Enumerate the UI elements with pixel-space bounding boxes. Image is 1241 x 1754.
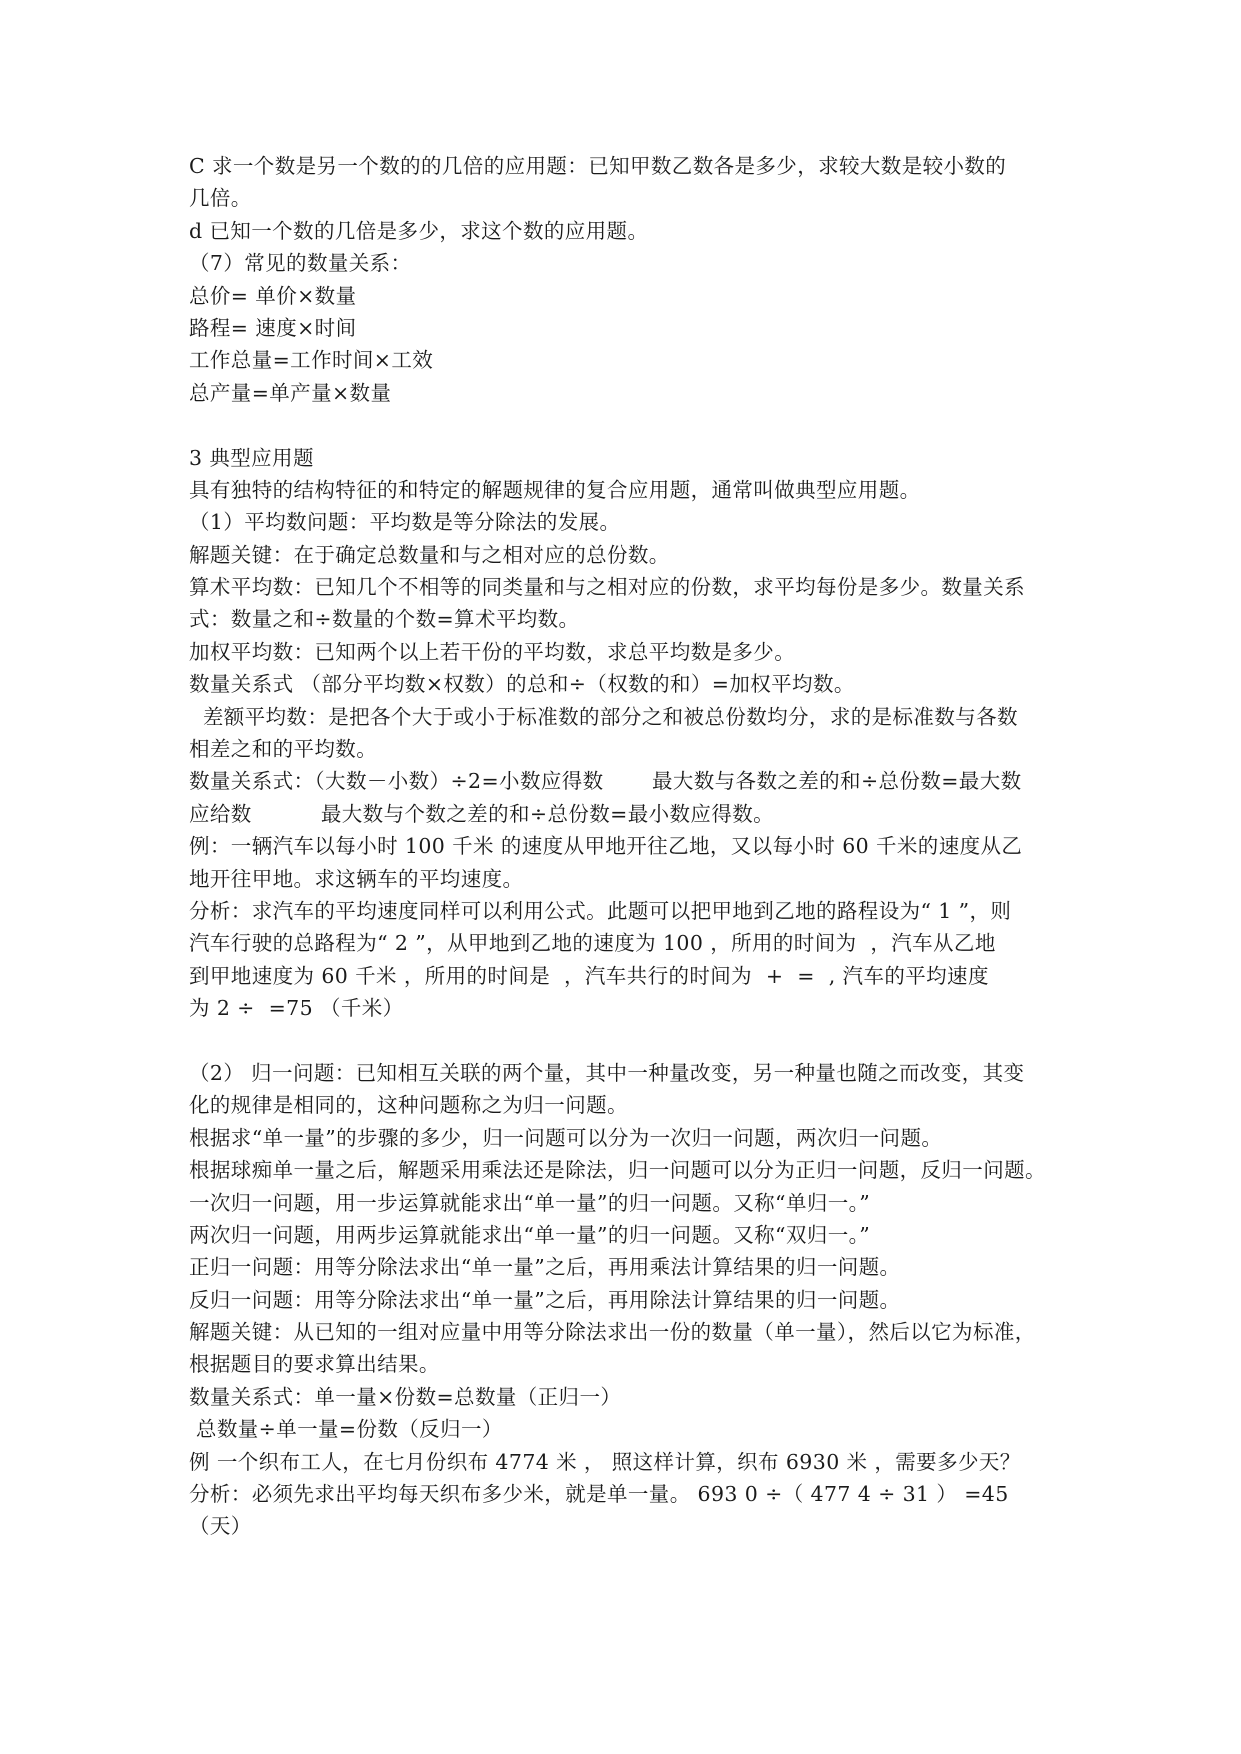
text-line: 汽车行驶的总路程为“ 2 ”，从甲地到乙地的速度为 100 ，所用的时间为 ，汽车从乙地	[189, 931, 996, 956]
text-line: 根据题目的要求算出结果。	[189, 1352, 440, 1377]
text-line: 加权平均数：已知两个以上若干份的平均数，求总平均数是多少。	[189, 639, 796, 664]
text-line: 数量关系式 （部分平均数×权数）的总和÷（权数的和）=加权平均数。	[189, 672, 855, 697]
paragraph-spacer	[189, 1025, 1059, 1057]
text-line: 解题关键：在于确定总数量和与之相对应的总份数。	[189, 542, 670, 567]
text-line: （7）常见的数量关系：	[189, 251, 412, 276]
text-line: 总数量÷单一量=份数（反归一）	[189, 1417, 503, 1442]
text-line: 算术平均数：已知几个不相等的同类量和与之相对应的份数，求平均每份是多少。数量关系	[189, 575, 1025, 600]
text-line: 解题关键：从已知的一组对应量中用等分除法求出一份的数量（单一量），然后以它为标准，	[189, 1320, 1036, 1345]
text-line: 到甲地速度为 60 千米 ，所用的时间是 ，汽车共行的时间为 + = , 汽车的平均速度	[189, 963, 989, 988]
text-line: 相差之和的平均数。	[189, 737, 378, 762]
document-body	[189, 150, 1059, 1543]
text-line: 具有独特的结构特征的和特定的解题规律的复合应用题，通常叫做典型应用题。	[189, 477, 921, 502]
text-line: 一次归一问题，用一步运算就能求出“单一量”的归一问题。又称“单归一。”	[189, 1190, 871, 1215]
paragraph-spacer	[189, 409, 1059, 441]
text-line: 总价= 单价×数量	[189, 283, 357, 308]
text-line: 差额平均数：是把各个大于或小于标准数的部分之和被总份数均分，求的是标准数与各数	[189, 704, 1018, 729]
text-line: 数量关系式：单一量×份数=总数量（正归一）	[189, 1384, 622, 1409]
text-line: 式：数量之和÷数量的个数=算术平均数。	[189, 607, 580, 632]
text-line: （天）	[189, 1514, 252, 1539]
text-line: 应给数 最大数与个数之差的和÷总份数=最小数应得数。	[189, 801, 775, 826]
text-line: C 求一个数是另一个数的的几倍的应用题：已知甲数乙数各是多少，求较大数是较小数的	[189, 154, 1007, 178]
text-line: 数量关系式：（大数－小数）÷2=小数应得数 最大数与各数之差的和÷总份数=最大数	[189, 769, 1022, 794]
text-line: d 已知一个数的几倍是多少，求这个数的应用题。	[189, 218, 649, 243]
text-line: 化的规律是相同的，这种问题称之为归一问题。	[189, 1093, 628, 1118]
text-line: 例 一个织布工人，在七月份织布 4774 米 ， 照这样计算，织布 6930 米 ，需要多少天？	[189, 1449, 1021, 1474]
text-line: 根据球痴单一量之后，解题采用乘法还是除法，归一问题可以分为正归一问题，反归一问题。	[189, 1158, 1046, 1183]
text-line: 分析：必须先求出平均每天织布多少米，就是单一量。 693 0 ÷（ 477 4 ÷ 31 ） =45	[189, 1482, 1009, 1507]
text-line: 3 典型应用题	[189, 445, 314, 470]
text-line: 工作总量=工作时间×工效	[189, 348, 434, 373]
text-line: 几倍。	[189, 186, 252, 211]
text-line: 例：一辆汽车以每小时 100 千米 的速度从甲地开往乙地，又以每小时 60 千米的速度从乙	[189, 834, 1023, 859]
text-line: 正归一问题：用等分除法求出“单一量”之后，再用乘法计算结果的归一问题。	[189, 1255, 901, 1280]
text-line: 反归一问题：用等分除法求出“单一量”之后，再用除法计算结果的归一问题。	[189, 1287, 901, 1312]
text-line: 分析：求汽车的平均速度同样可以利用公式。此题可以把甲地到乙地的路程设为“ 1 ”，则	[189, 898, 1012, 923]
text-line: （1）平均数问题：平均数是等分除法的发展。	[189, 510, 621, 535]
text-line: 根据求“单一量”的步骤的多少，归一问题可以分为一次归一问题，两次归一问题。	[189, 1125, 943, 1150]
text-line: （2） 归一问题：已知相互关联的两个量，其中一种量改变，另一种量也随之而改变，其变	[189, 1060, 1025, 1085]
text-line: 两次归一问题，用两步运算就能求出“单一量”的归一问题。又称“双归一。”	[189, 1222, 871, 1247]
text-line: 为 2 ÷ =75 （千米）	[189, 996, 404, 1021]
text-line: 路程= 速度×时间	[189, 315, 357, 340]
text-line: 总产量=单产量×数量	[189, 380, 392, 405]
text-line: 地开往甲地。求这辆车的平均速度。	[189, 866, 524, 891]
